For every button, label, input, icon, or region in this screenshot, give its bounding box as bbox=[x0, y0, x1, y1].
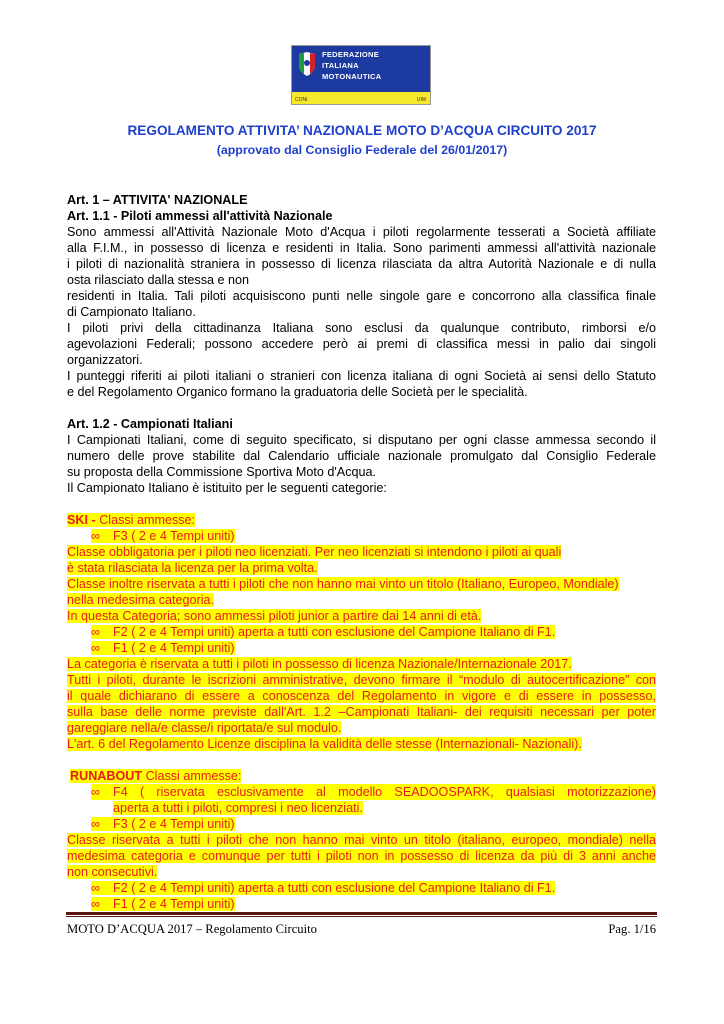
infinity-bullet-icon: ∞ bbox=[91, 625, 100, 639]
highlight-line bbox=[67, 864, 157, 880]
ski-f1-label: F1 ( 2 e 4 Tempi uniti) bbox=[113, 641, 235, 655]
runabout-f4-label: F4 ( riservata esclusivamente al modello SEADOOSPARK, qualsiasi motorizzazione) bbox=[113, 785, 656, 799]
highlight-line bbox=[67, 608, 481, 624]
paragraph-line: I piloti privi della cittadinanza Italiana sono esclusi da qualunque contributo, rimborsi e/o bbox=[67, 321, 656, 335]
infinity-bullet-icon: ∞ bbox=[91, 529, 100, 543]
highlight-line bbox=[67, 720, 341, 736]
highlight-text: Classe inoltre riservata a tutti i piloti che non hanno mai vinto un titolo (Italiano, Europeo, Mondiale) bbox=[67, 577, 619, 591]
logo-banner bbox=[292, 46, 430, 92]
ski-heading bbox=[67, 512, 195, 528]
highlight-line bbox=[67, 576, 619, 592]
paragraph-line: Sono ammessi all'Attività Nazionale Moto d'Acqua i piloti regolarmente tesserati a Società affiliate bbox=[67, 225, 656, 239]
infinity-bullet-icon: ∞ bbox=[91, 897, 100, 911]
footer-rule-thick bbox=[66, 912, 657, 915]
logo-footer-left: CONI bbox=[295, 97, 308, 103]
footer-page-number: Pag. 1/16 bbox=[608, 922, 656, 936]
paragraph-line: agevolazioni Federali; possono accedere però ai premi di classifica messi in palio dai singoli bbox=[67, 337, 656, 351]
highlight-line bbox=[67, 672, 656, 688]
art1-heading: Art. 1 – ATTIVITA' NAZIONALE bbox=[67, 193, 248, 207]
highlight-line bbox=[67, 704, 656, 720]
highlight-text: L'art. 6 del Regolamento Licenze disciplina la validità delle stesse (Internazionali- Nazionali). bbox=[67, 737, 582, 751]
highlight-line bbox=[67, 848, 656, 864]
runabout-f2-item bbox=[91, 880, 555, 896]
highlight-line bbox=[67, 592, 214, 608]
highlight-text: il quale dichiarano di essere a conoscenza del Regolamento in vigore e di essere in possesso, bbox=[67, 689, 656, 703]
runabout-f1-label: F1 ( 2 e 4 Tempi uniti) bbox=[113, 897, 235, 911]
highlight-line bbox=[67, 656, 572, 672]
paragraph-line: I Campionati Italiani, come di seguito specificato, si disputano per ogni classe ammessa secondo il bbox=[67, 433, 656, 447]
federation-logo bbox=[291, 45, 431, 105]
paragraph-line: I punteggi riferiti ai piloti italiani o stranieri con licenza italiana di ogni Società ai sensi dello Statuto bbox=[67, 369, 656, 383]
footer-left: MOTO D’ACQUA 2017 – Regolamento Circuito bbox=[67, 922, 317, 936]
paragraph-line: residenti in Italia. Tali piloti acquisiscono punti nelle singole gare e concorrono alla classifica finale bbox=[67, 289, 656, 303]
highlight-text: sulla base delle norme previste dall'Art. 1.2 –Campionati Italiani- dei requisiti necessari per poter bbox=[67, 705, 656, 719]
runabout-f1-item bbox=[91, 896, 235, 912]
highlight-text: In questa Categoria; sono ammessi piloti junior a partire dai 14 anni di età. bbox=[67, 609, 482, 623]
highlight-text: La categoria è riservata a tutti i piloti in possesso di licenza Nazionale/Internazionale 2017. bbox=[67, 657, 572, 671]
logo-line-2: ITALIANA bbox=[322, 61, 359, 70]
highlight-line bbox=[67, 544, 561, 560]
infinity-bullet-icon: ∞ bbox=[91, 881, 100, 895]
runabout-f4-item bbox=[91, 784, 656, 800]
runabout-heading bbox=[70, 768, 241, 784]
runabout-label: RUNABOUT bbox=[70, 769, 143, 783]
highlight-line bbox=[113, 800, 363, 816]
highlight-text: medesima categoria e comunque per tutti i piloti non in possesso di licenza da più di 3 anni anche bbox=[67, 849, 656, 863]
ski-f2-label: F2 ( 2 e 4 Tempi uniti) aperta a tutti con esclusione del Campione Italiano di F1. bbox=[113, 625, 556, 639]
infinity-bullet-icon: ∞ bbox=[91, 641, 100, 655]
paragraph-line: numero delle prove stabilite dal Calendario ufficiale nazionale promulgato dal Consiglio Federale bbox=[67, 449, 656, 463]
flag-emblem-icon bbox=[296, 51, 318, 77]
highlight-text: Tutti i piloti, durante le iscrizioni amministrative, devono firmare il “modulo di autocertificazione” con bbox=[67, 673, 656, 687]
highlight-text: gareggiare nella/e classe/i riportata/e sul modulo. bbox=[67, 721, 342, 735]
infinity-bullet-icon: ∞ bbox=[91, 785, 100, 799]
highlight-line bbox=[67, 736, 582, 752]
logo-line-3: MOTONAUTICA bbox=[322, 72, 382, 81]
highlight-line bbox=[67, 560, 318, 576]
paragraph-line: osta rilasciato dalla stessa e non bbox=[67, 273, 250, 287]
runabout-f3-item bbox=[91, 816, 235, 832]
highlight-text: aperta a tutti i piloti, compresi i neo licenziati. bbox=[113, 801, 363, 815]
runabout-f2-label: F2 ( 2 e 4 Tempi uniti) aperta a tutti con esclusione del Campione Italiano di F1. bbox=[113, 881, 556, 895]
highlight-line bbox=[67, 688, 656, 704]
infinity-bullet-icon: ∞ bbox=[91, 817, 100, 831]
ski-classes: Classi ammesse: bbox=[99, 513, 196, 527]
logo-footer-right: UIM bbox=[416, 97, 426, 103]
ski-f3-item bbox=[91, 528, 235, 544]
ski-f1-item bbox=[91, 640, 235, 656]
paragraph-line: e del Regolamento Organico formano la graduatoria delle Società per le specialità. bbox=[67, 385, 528, 399]
highlight-text: Classe obbligatoria per i piloti neo licenziati. Per neo licenziati si intendono i piloti ai quali bbox=[67, 545, 562, 559]
highlight-line bbox=[67, 832, 656, 848]
footer-rule-thin bbox=[66, 916, 657, 917]
ski-f3-label: F3 ( 2 e 4 Tempi uniti) bbox=[113, 529, 235, 543]
paragraph-line: di Campionato Italiano. bbox=[67, 305, 196, 319]
ski-label: SKI - bbox=[67, 513, 96, 527]
highlight-text: Classe riservata a tutti i piloti che non hanno mai vinto un titolo (italiano, europeo, mondiale) nella bbox=[67, 833, 656, 847]
document-subtitle: (approvato dal Consiglio Federale del 26/01/2017) bbox=[216, 143, 508, 157]
paragraph-line: alla F.I.M., in possesso di licenza e residenti in Italia. Sono parimenti ammessi all'attività nazionale bbox=[67, 241, 656, 255]
paragraph-line: organizzatori. bbox=[67, 353, 143, 367]
art11-heading: Art. 1.1 - Piloti ammessi all'attività Nazionale bbox=[67, 209, 333, 223]
ski-f2-item bbox=[91, 624, 555, 640]
highlight-text: non consecutivi. bbox=[67, 865, 158, 879]
logo-line-1: FEDERAZIONE bbox=[322, 50, 380, 59]
paragraph-line: su proposta della Commissione Sportiva Moto d'Acqua. bbox=[67, 465, 377, 479]
document-title: REGOLAMENTO ATTIVITA’ NAZIONALE MOTO D’ACQUA CIRCUITO 2017 bbox=[127, 123, 597, 138]
runabout-f3-label: F3 ( 2 e 4 Tempi uniti) bbox=[113, 817, 235, 831]
art12-heading: Art. 1.2 - Campionati Italiani bbox=[67, 417, 233, 431]
runabout-classes: Classi ammesse: bbox=[145, 769, 242, 783]
paragraph-line: i piloti di nazionalità straniera in possesso di licenza rilasciata da altra Autorità Nazionale e di nulla bbox=[67, 257, 656, 271]
paragraph-line: Il Campionato Italiano è istituito per le seguenti categorie: bbox=[67, 481, 387, 495]
highlight-text: nella medesima categoria. bbox=[67, 593, 215, 607]
highlight-text: è stata rilasciata la licenza per la prima volta. bbox=[67, 561, 318, 575]
